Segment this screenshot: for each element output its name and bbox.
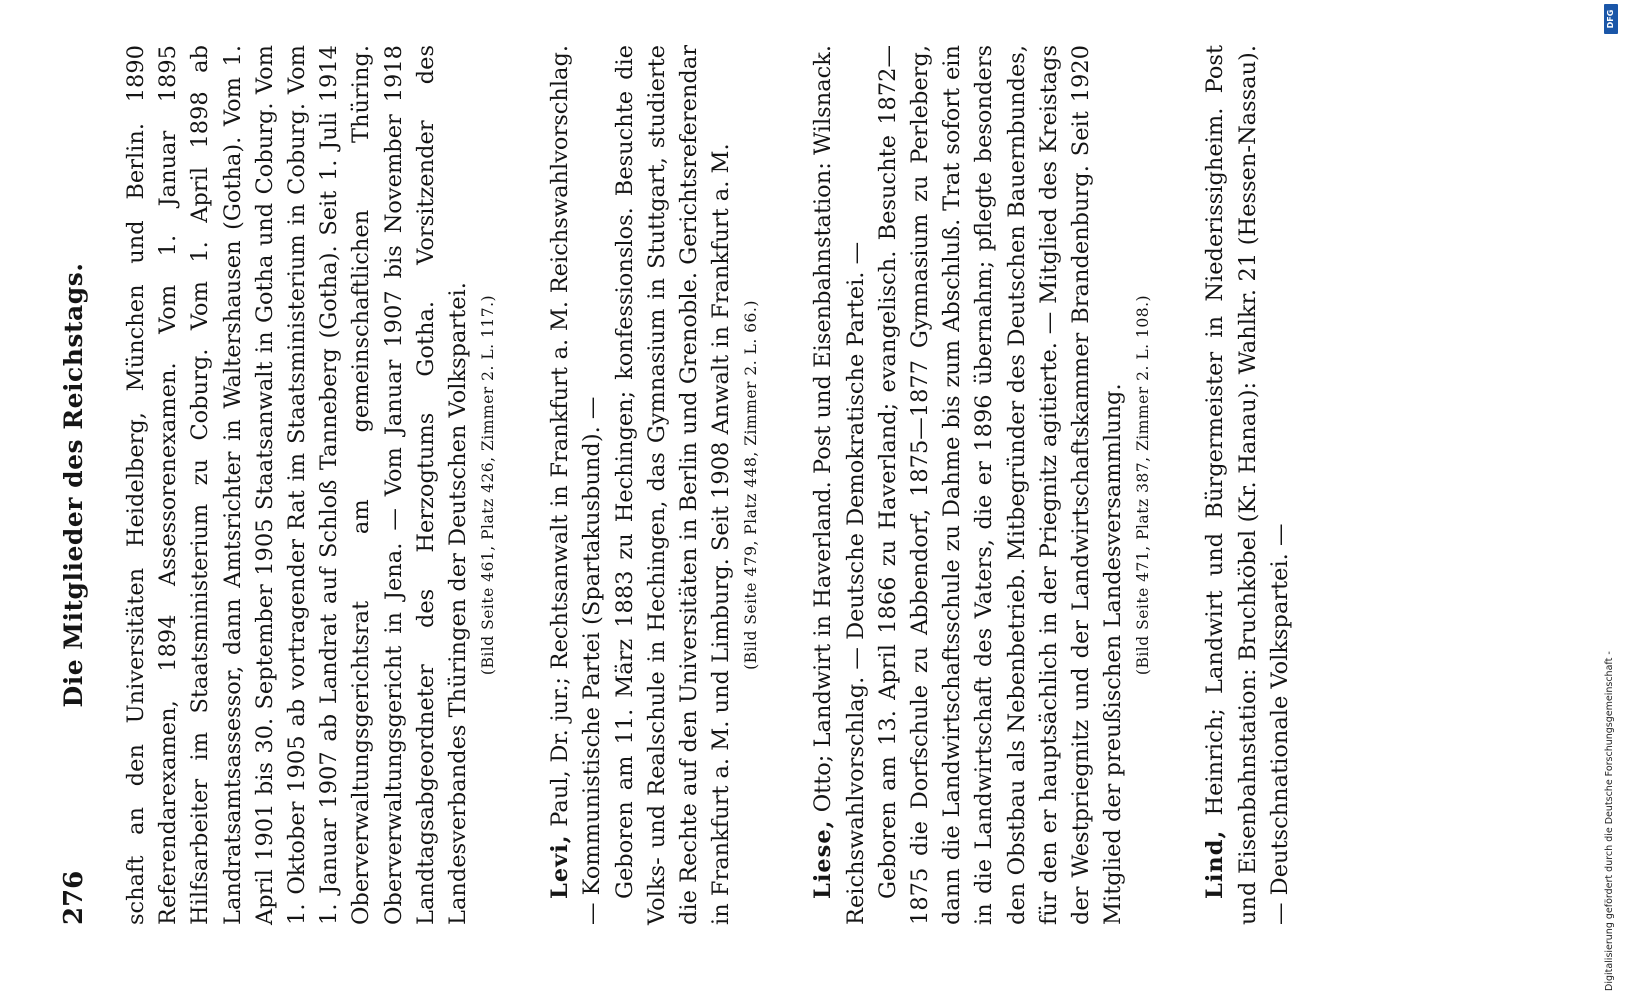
page-body [120,45,1296,925]
digitization-note [1599,30,1621,990]
page-number: 276 [59,870,89,925]
photo-seat-reference: (Bild Seite 461, Platz 426, Zimmer 2. L. 117.) [479,294,498,676]
photo-seat-reference: (Bild Seite 479, Platz 448, Zimmer 2. L. 66.) [742,300,761,670]
running-title: Die Mitglieder des Reichstags. [59,262,88,708]
photo-seat-reference: (Bild Seite 471, Platz 387, Zimmer 2. L. 108.) [1134,294,1153,676]
biography-paragraph [544,45,608,925]
digitization-note-text: Digitalisierung gefördert durch die Deutsche Forschungsgemeinschaft - [1604,651,1615,991]
member-name: Liese, [810,819,837,899]
biography-paragraph: Geboren am 13. April 1866 zu Haverland; evangelisch. Besuchte 1872—1875 die Dorfschule zu Abbendorf, 1875—1877 Gymnasium zu Perleberg, dann die Landwirtschaftsschule zu Dahme bis zum Abschluß. Trat sofort ein in die Landwirtschaft des Vaters, die er 1896 übernahm; pflegte besonders den Obstbau als Nebenbetrieb. Mitbegründer des Deutschen Bauernbundes, für den er hauptsächlich in der Priegnitz agitierte. — Mitglied des Kreistags der Westpriegnitz und der Landwirtschaftskammer Brandenburg. Seit 1920 Mitglied der preußischen Landesversammlung. [874,45,1127,925]
biography-entry-lind [1199,45,1296,925]
biography-entry-liese [807,45,1155,925]
dfg-logo-text: DFG [1606,9,1615,29]
biography-paragraph: Geboren am 11. März 1883 zu Hechingen; konfessionslos. Besuchte die Volks- und Realschule in Hechingen, das Gymnasium in Stuttgart, studierte die Rechte auf den Universitäten in Berlin und Grenoble. Gerichtsreferendar in Frankfurt a. M. und Limburg. Seit 1908 Anwalt in Frankfurt a. M. [611,45,735,925]
biography-paragraph: schaft an den Universitäten Heidelberg, München und Berlin. 1890 Referendarexamen, 1894 Assessorenexamen. Vom 1. Januar 1895 Hilfsarbeiter im Staatsministerium zu Coburg. Vom 1. April 1898 ab Landratsamtsassessor, dann Amtsrichter in Waltershausen (Gotha). Vom 1. April 1901 bis 30. September 1905 Staatsanwalt in Gotha und Coburg. Vom 1. Oktober 1905 ab vortragender Rat im Staatsministerium in Coburg. Vom 1. Januar 1907 ab Landrat auf Schloß Tanneberg (Gotha). Seit 1. Juli 1914 Oberverwaltungsgerichtsrat am gemeinschaftlichen Thüring. Oberverwaltungsgericht in Jena. — Vom Januar 1907 bis November 1918 Landtagsabgeordneter des Herzogtums Gotha. Vorsitzender des Landesverbandes Thüringen der Deutschen Volkspartei. [123,45,472,925]
member-name: Levi, [547,834,574,899]
biography-paragraph [807,45,871,925]
member-summary: Otto; Landwirt in Haverland. Post und Eisenbahnstation: Wilsnack. Reichswahlvorschlag. — Deutsche Demokratische Partei. — [810,45,869,925]
biography-entry-continued [120,45,500,925]
biography-paragraph [1199,45,1296,925]
member-name: Lind, [1202,829,1229,899]
member-summary: Paul, Dr. jur.; Rechtsanwalt in Frankfurt a. M. Reichswahlvorschlag. — Kommunistische Partei (Spartakusbund). — [547,44,606,925]
member-summary: Heinrich; Landwirt und Bürgermeister in Niederissigheim. Post und Eisenbahnstation: Bruchköbel (Kr. Hanau): Wahlkr. 21 (Hessen-Nassau). — Deutschnationale Volkspartei. — [1202,45,1293,925]
book-page [30,20,1370,965]
biography-entry-levi [544,45,763,925]
page-header [58,45,98,925]
